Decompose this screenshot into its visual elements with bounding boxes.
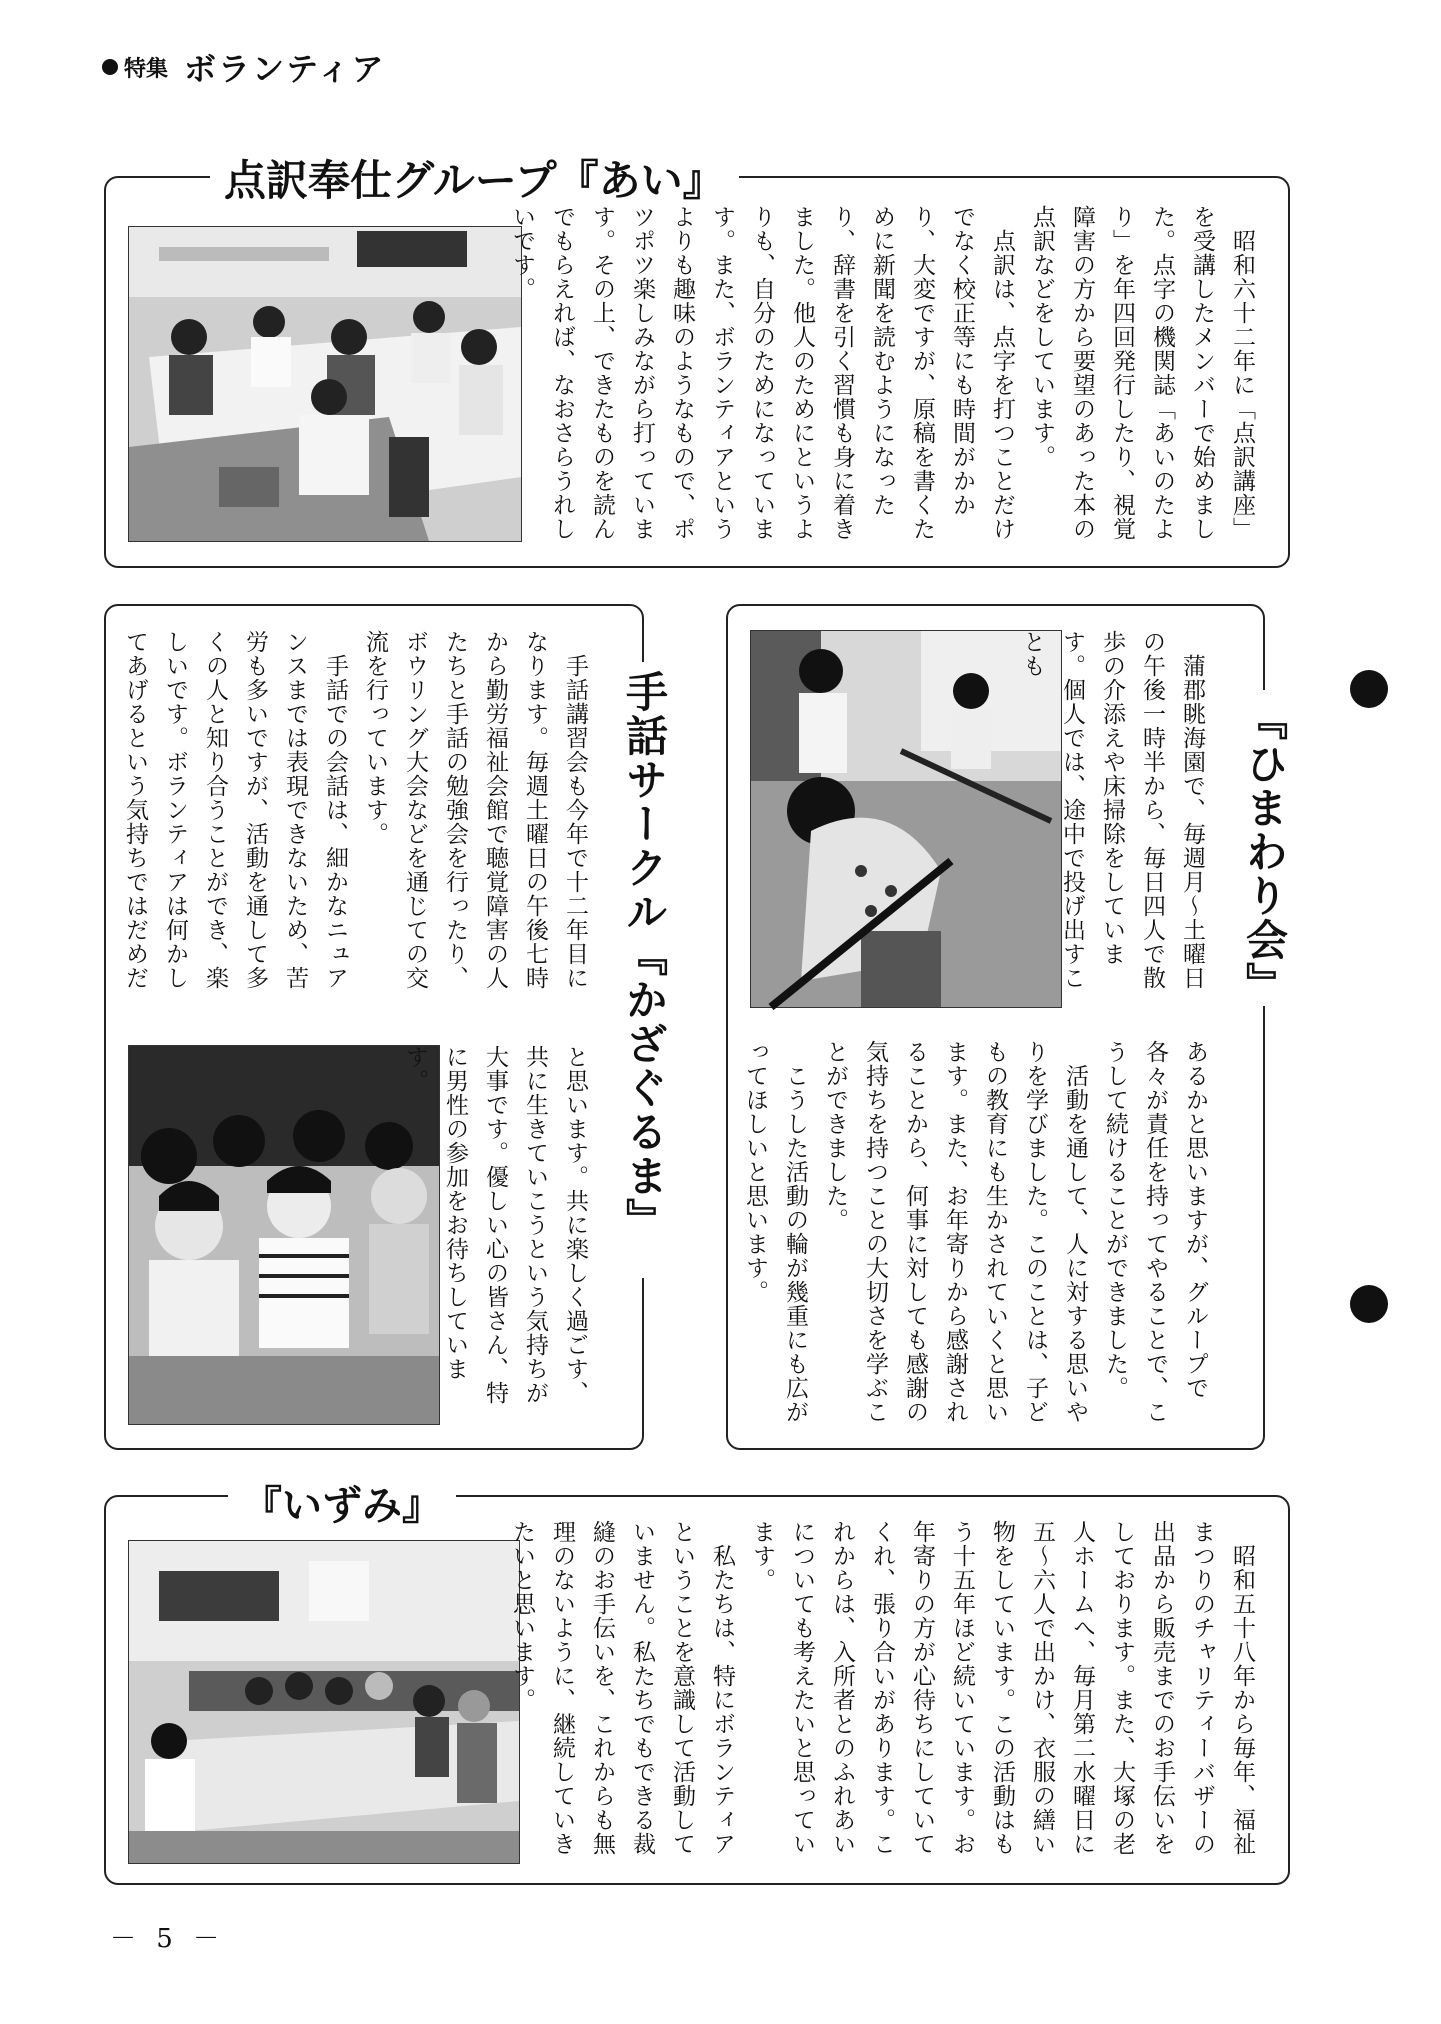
section-himawari-body-bottom: あるかと思いますが、グループで各々が責任を持ってやることで、こうして続けることができました。 活動を通して、人に対する思いやりを学びました。このことは、子どもの教育にも生かされていくと思います。また、お年寄りから感謝されることから、何事に対しても感謝の気持ちを持つことの大切さを学ぶことができました。 こうした活動の輪が幾重にも広がってほしいと思います。 (742, 1040, 1208, 1424)
photo-himawari-cleaning (750, 630, 1062, 1008)
section-ai-body: 昭和六十二年に「点訳講座」を受講したメンバーで始めました。点字の機関誌「あいのたより」を年四回発行したり、視覚障害の方から要望のあった本の点訳などをしています。 点訳は、点字を打つことだけでなく校正等にも時間がかかり、大変ですが、原稿を書くために新聞を読むようになったり、辞書を引く習慣も身に着きました。他人のためにというよりも、自分のためになっています。また、ボランティアというよりも趣味のようなもので、ポツポツ楽しみながら打っています。その上、できたものを読んでもらえれば、なおさらうれしいです。 (509, 205, 1255, 541)
margin-dot-icon (1350, 1285, 1388, 1323)
page-number: － 5 － (110, 1924, 226, 1954)
section-himawari-body-top: 蒲郡眺海園で、毎週月〜土曜日の午後一時半から、毎日四人で散歩の介添えや床掃除をしています。個人では、途中で投げ出すことも (1019, 630, 1205, 990)
section-kazaguruma-body-bottom: と思います。共に楽しく過ごす、共に生きていこうという気持ちが大事です。優しい心の皆さん、特に男性の参加をお待ちしています。 (402, 1045, 588, 1405)
page-header (102, 44, 385, 90)
bullet-dot-icon (102, 59, 118, 75)
section-kazaguruma-body-top: 手話講習会も今年で十二年目になります。毎週土曜日の午後七時から勤労福祉会館で聴覚障害の人たちと手話の勉強会を行ったり、ボウリング大会などを通じての交流を行っています。 手話での会話は、細かなニュアンスまでは表現できないため、苦労も多いですが、活動を通して多くの人と知り合うことができ、楽しいです。ボランティアは何かしてあげるという気持ちではだめだ (122, 630, 588, 990)
photo-izumi-meeting (128, 1540, 520, 1864)
photo-braille-group-image (129, 227, 521, 541)
section-izumi-title: 『いずみ』 (228, 1474, 456, 1531)
photo-braille-group (128, 226, 522, 542)
section-kazaguruma-title: 手話サークル『かざぐるま』 (612, 662, 678, 1278)
section-himawari-title: 『ひまわり会』 (1234, 690, 1298, 1006)
margin-dot-icon (1350, 670, 1388, 708)
photo-himawari-cleaning-image (751, 631, 1061, 1007)
section-izumi-body: 昭和五十八年から毎年、福祉まつりのチャリティーバザーの出品から販売までのお手伝いをしております。また、大塚の老人ホームへ、毎月第二水曜日に五〜六人で出かけ、衣服の繕い物をしています。この活動はもう十五年ほど続いています。お年寄りの方が心待ちにしていてくれ、張り合いがあります。これからは、入所者とのふれあいについても考えたいと思っています。 私たちは、特にボランティアということを意識して活動していません。私たちでもできる裁縫のお手伝いを、これからも無理のないように、継続していきたいと思います。 (509, 1520, 1255, 1856)
photo-izumi-meeting-image (129, 1541, 519, 1863)
photo-sign-language (128, 1045, 440, 1425)
feature-tag: 特集 (124, 56, 169, 82)
photo-sign-language-image (129, 1046, 439, 1424)
section-ai-title: 点訳奉仕グループ『あい』 (210, 148, 739, 208)
feature-title: ボランティア (184, 50, 386, 88)
